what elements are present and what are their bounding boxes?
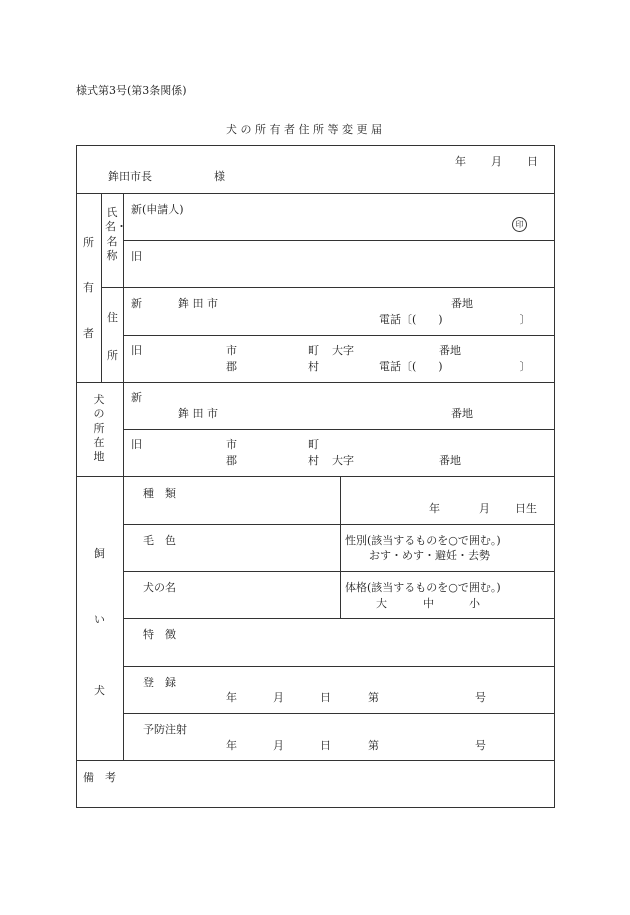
name-old-label: 旧 (131, 250, 142, 263)
features-label: 特 徴 (143, 628, 176, 641)
vac-day: 日 (320, 739, 331, 752)
birth-day: 日生 (515, 502, 537, 515)
vaccination-label: 予防注射 (143, 723, 187, 736)
dog-char-2: い (94, 613, 105, 626)
loc-old-oaza: 大字 (332, 454, 354, 467)
reg-dai: 第 (368, 691, 379, 704)
addr-old-machi: 町 (308, 344, 319, 357)
date-month: 月 (491, 155, 502, 168)
vac-dai: 第 (368, 739, 379, 752)
seal-icon: 印 (512, 217, 527, 232)
loc-old-gun: 郡 (226, 454, 237, 467)
vac-month: 月 (273, 739, 284, 752)
remarks-label: 備 考 (83, 771, 116, 784)
size-small: 小 (469, 597, 480, 610)
addr-old-phone: 電話〔( ) 〕 (379, 360, 531, 373)
address-char-1: 住 (107, 311, 118, 324)
addr-old-shi: 市 (226, 344, 237, 357)
loc-new-label: 新 (131, 391, 142, 404)
sex-options: おす・めす・避妊・去勢 (369, 549, 490, 562)
addr-old-oaza: 大字 (332, 344, 354, 357)
reg-go: 号 (475, 691, 486, 704)
sex-label: 性別(該当するものを○で囲む。) (345, 534, 501, 547)
size-label: 体格(該当するものを○で囲む。) (345, 581, 501, 594)
addr-new-label: 新 (131, 297, 142, 310)
form-title: 犬 の 所 有 者 住 所 等 変 更 届 (226, 123, 382, 136)
vac-go: 号 (475, 739, 486, 752)
breed-label: 種 類 (143, 487, 176, 500)
addr-old-mura: 村 (308, 360, 319, 373)
vac-year: 年 (226, 739, 237, 752)
loc-old-mura: 村 (308, 454, 319, 467)
date-year: 年 (455, 155, 466, 168)
addr-new-banchi: 番地 (451, 297, 473, 310)
reg-day: 日 (320, 691, 331, 704)
size-large: 大 (376, 597, 387, 610)
birth-year: 年 (429, 502, 440, 515)
owner-char-3: 者 (83, 327, 94, 340)
dog-char-1: 飼 (94, 547, 105, 560)
birth-month: 月 (479, 502, 490, 515)
dog-char-3: 犬 (94, 684, 105, 697)
dog-location-label: 犬の所在地 (93, 393, 105, 464)
addr-old-gun: 郡 (226, 360, 237, 373)
addr-old-banchi: 番地 (439, 344, 461, 357)
reg-year: 年 (226, 691, 237, 704)
addr-old-label: 旧 (131, 344, 142, 357)
loc-new-city: 鉾 田 市 (178, 407, 218, 420)
date-day: 日 (527, 155, 538, 168)
address-char-2: 所 (107, 349, 118, 362)
loc-new-banchi: 番地 (451, 407, 473, 420)
owner-char-1: 所 (83, 236, 94, 249)
registration-label: 登 録 (143, 676, 176, 689)
name-new-label: 新(申請人) (131, 203, 184, 216)
addr-new-phone: 電話〔( ) 〕 (379, 313, 531, 326)
loc-old-shi: 市 (226, 438, 237, 451)
addr-new-city: 鉾 田 市 (178, 297, 218, 310)
form-style-number: 様式第3号(第3条関係) (76, 84, 187, 97)
loc-old-machi: 町 (308, 438, 319, 451)
name-label: 氏名・名称 (105, 206, 127, 262)
mayor-label: 鉾田市長 (108, 170, 152, 183)
loc-old-label: 旧 (131, 438, 142, 451)
size-medium: 中 (423, 597, 434, 610)
reg-month: 月 (273, 691, 284, 704)
owner-char-2: 有 (83, 281, 94, 294)
loc-old-banchi: 番地 (439, 454, 461, 467)
dog-name-label: 犬の名 (143, 581, 176, 594)
honorific-sama: 様 (214, 170, 225, 183)
coat-label: 毛 色 (143, 534, 176, 547)
form-table (76, 145, 555, 808)
